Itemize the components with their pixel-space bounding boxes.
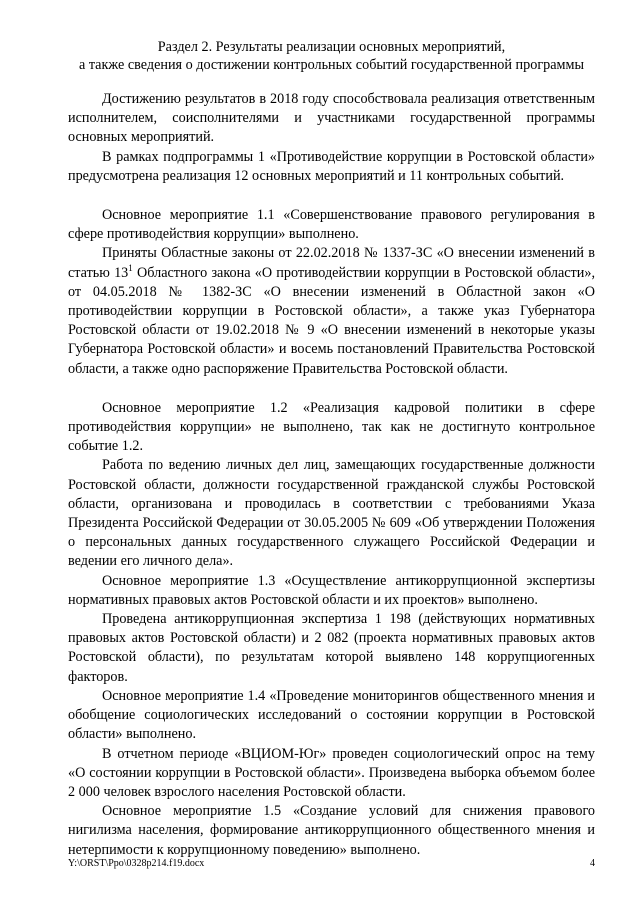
paragraph-6: Работа по ведению личных дел лиц, замещающих государственные должности Ростовской области, должности государственной гражданской службы Ростовской области, организована и проводилась в соответствии с требованиями Указа Президента Российской Федерации от 30.05.2005 № 609 «Об утверждении Положения о персональных данных государственного служащего Российской Федерации и ведении его личного дела». bbox=[68, 457, 595, 570]
paragraph-1: Достижению результатов в 2018 году способствовала реализация ответственным исполнителем, соисполнителями и участниками государственной программы основных мероприятий. bbox=[68, 91, 595, 146]
section-title-line-1: Раздел 2. Результаты реализации основных мероприятий, bbox=[157, 39, 506, 55]
document-page bbox=[68, 38, 595, 860]
paragraph-4 bbox=[68, 244, 595, 378]
paragraph-11: Основное мероприятие 1.5 «Создание условий для снижения правового нигилизма населения, формирование антикоррупционного общественного мнения и нетерпимости к коррупционному поведению» выполнено. bbox=[68, 803, 595, 858]
paragraph-2: В рамках подпрограммы 1 «Противодействие коррупции в Ростовской области» предусмотрена реализация 12 основных мероприятий и 11 контрольных событий. bbox=[68, 148, 595, 184]
superscript-1: 1 bbox=[128, 262, 133, 273]
footer-page-number: 4 bbox=[590, 858, 595, 869]
paragraph-10: В отчетном периоде «ВЦИОМ-Юг» проведен социологический опрос на тему «О состоянии коррупции в Ростовской области». Произведена выборка объемом более 2 000 человек взрослого населения Ростовской области. bbox=[68, 745, 595, 800]
paragraph-3: Основное мероприятие 1.1 «Совершенствование правового регулирования в сфере противодействия коррупции» выполнено. bbox=[68, 207, 595, 243]
paragraph-7: Основное мероприятие 1.3 «Осуществление антикоррупционной экспертизы нормативных правовых актов Ростовской области и их проектов» выполнено. bbox=[68, 572, 595, 608]
paragraph-8: Проведена антикоррупционная экспертиза 1 198 (действующих нормативных правовых актов Ростовской области) и 2 082 (проекта нормативных правовых актов Ростовской области), по результатам которой выявлено 148 коррупциогенных факторов. bbox=[68, 611, 595, 685]
paragraph-4-text-b: Областного закона «О противодействии коррупции в Ростовской области», от 04.05.2018 № 1382-ЗС «О внесении изменений в Областной закон «О противодействии коррупции в Ростовской области», а также указ Губернатора Ростовской области от 19.02.2018 № 9 «О внесении изменений в некоторые указы Губернатора Ростовской области» и восемь постановлений Правительства Ростовской области, а также одно распоряжение Правительства Ростовской области. bbox=[68, 264, 595, 377]
paragraph-4-text-a: Приняты Областные законы от 22.02.2018 № 1337-ЗС «О внесении изменений в статью 13 bbox=[68, 245, 595, 281]
footer-file-path: Y:\ORST\Ppo\0328p214.f19.docx bbox=[68, 858, 205, 869]
section-title bbox=[68, 38, 595, 74]
section-title-line-2: а также сведения о достижении контрольных событий государственной программы bbox=[78, 57, 585, 73]
paragraph-9: Основное мероприятие 1.4 «Проведение мониторингов общественного мнения и обобщение социологических исследований о состоянии коррупции в Ростовской области» выполнено. bbox=[68, 687, 595, 743]
paragraph-5: Основное мероприятие 1.2 «Реализация кадровой политики в сфере противодействия коррупции» не выполнено, так как не достигнуто контрольное событие 1.2. bbox=[68, 399, 595, 455]
